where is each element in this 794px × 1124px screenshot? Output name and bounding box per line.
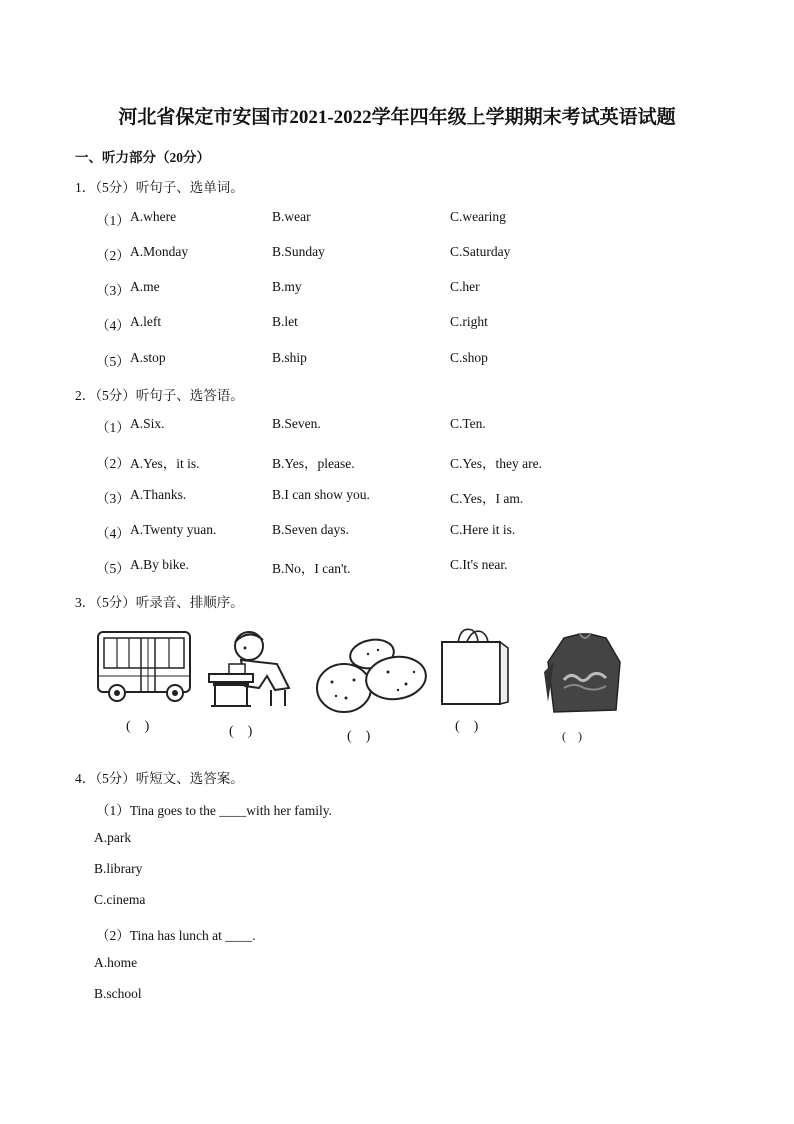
q4-s1-option-b[interactable]: B.library [94, 861, 143, 876]
option-a[interactable]: A.stop [130, 350, 166, 365]
option-a[interactable]: A.Six. [130, 416, 165, 431]
option-a[interactable]: A.where [130, 209, 177, 224]
option-b[interactable]: B.I can show you. [272, 487, 370, 502]
answer-paren-3[interactable]: ( ) [347, 729, 371, 744]
question-4-sentence-1: （1）Tina goes to the ____with her family. [96, 803, 332, 818]
option-a[interactable]: A.Yes，it is. [130, 456, 200, 471]
q4-s2-option-b[interactable]: B.school [94, 986, 142, 1001]
item-number: （4） [96, 318, 130, 333]
item-number: （3） [96, 283, 130, 298]
answer-paren-1[interactable]: ( ) [126, 719, 150, 734]
item-number: （2） [96, 248, 130, 263]
question-1-heading: 1．（5分）听句子、选单词。 [75, 180, 244, 195]
potatoes-icon [312, 632, 432, 716]
option-c[interactable]: C.Yes，I am. [450, 491, 524, 506]
q4-s2-option-a[interactable]: A.home [94, 955, 138, 970]
option-a[interactable]: A.By bike. [130, 557, 189, 572]
option-a[interactable]: A.Twenty yuan. [130, 522, 217, 537]
option-c[interactable]: C.Saturday [450, 244, 511, 259]
answer-paren-4[interactable]: ( ) [455, 719, 479, 734]
option-b[interactable]: B.Yes，please. [272, 456, 355, 471]
option-b[interactable]: B.Seven. [272, 416, 321, 431]
question-2-heading: 2．（5分）听句子、选答语。 [75, 388, 244, 403]
option-c[interactable]: C.Yes，they are. [450, 456, 542, 471]
child-at-desk-icon [205, 628, 297, 708]
option-c[interactable]: C.It's near. [450, 557, 508, 572]
option-c[interactable]: C.shop [450, 350, 488, 365]
question-3-heading: 3．（5分）听录音、排顺序。 [75, 595, 244, 610]
option-b[interactable]: B.ship [272, 350, 307, 365]
option-a[interactable]: A.Monday [130, 244, 189, 259]
question-4-heading: 4．（5分）听短文、选答案。 [75, 771, 244, 786]
page-title: 河北省保定市安国市2021-2022学年四年级上学期期末考试英语试题 [118, 107, 676, 128]
item-number: （4） [96, 526, 130, 541]
option-c[interactable]: C.Ten. [450, 416, 486, 431]
question-4-sentence-2: （2）Tina has lunch at ____. [96, 928, 256, 943]
option-c[interactable]: C.Here it is. [450, 522, 516, 537]
option-a[interactable]: A.left [130, 314, 162, 329]
q4-s1-option-c[interactable]: C.cinema [94, 892, 146, 907]
answer-paren-5[interactable]: ( ) [562, 729, 582, 743]
option-b[interactable]: B.No，I can't. [272, 561, 351, 576]
option-b[interactable]: B.let [272, 314, 298, 329]
option-a[interactable]: A.me [130, 279, 160, 294]
item-number: （5） [96, 354, 130, 369]
item-number: （1） [96, 213, 130, 228]
option-b[interactable]: B.my [272, 279, 302, 294]
section-listening: 一、听力部分（20分） [75, 150, 210, 165]
option-c[interactable]: C.wearing [450, 209, 506, 224]
dark-sweater-icon [540, 632, 630, 716]
q4-s1-option-a[interactable]: A.park [94, 830, 132, 845]
option-b[interactable]: B.wear [272, 209, 311, 224]
item-number: （1） [96, 420, 130, 435]
item-number: （5） [96, 561, 130, 576]
option-a[interactable]: A.Thanks. [130, 487, 187, 502]
bus-icon [95, 628, 195, 704]
option-c[interactable]: C.her [450, 279, 480, 294]
item-number: （3） [96, 491, 130, 506]
answer-paren-2[interactable]: ( ) [229, 724, 253, 739]
item-number: （2） [96, 456, 130, 471]
option-b[interactable]: B.Seven days. [272, 522, 349, 537]
shopping-bag-icon [438, 624, 510, 708]
option-c[interactable]: C.right [450, 314, 488, 329]
option-b[interactable]: B.Sunday [272, 244, 325, 259]
